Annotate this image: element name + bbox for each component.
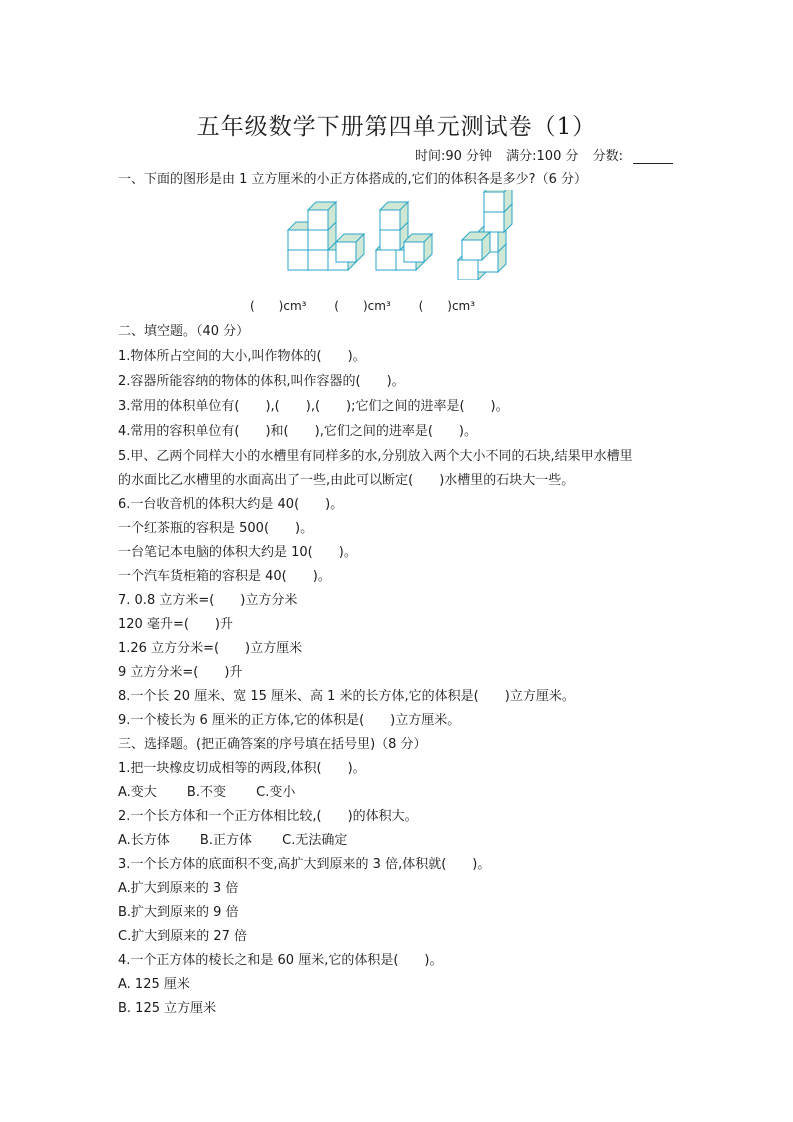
question-line: 一个红茶瓶的容积是 500( )。 xyxy=(118,521,314,536)
question-line: 的水面比乙水槽里的水面高出了一些,由此可以断定( )水槽里的石块大一些。 xyxy=(118,473,575,488)
cube-figure-1 xyxy=(288,202,364,270)
question-line: B. 125 立方厘米 xyxy=(118,1001,217,1016)
question-line: 1.物体所占空间的大小,叫作物体的( )。 xyxy=(118,349,366,364)
score-blank[interactable] xyxy=(633,151,673,164)
question-line: 三、选择题。(把正确答案的序号填在括号里)（8 分） xyxy=(118,737,427,752)
cube-face xyxy=(288,230,308,250)
question-line: 5.甲、乙两个同样大小的水槽里有同样多的水,分别放入两个大小不同的石块,结果甲水槽里 xyxy=(118,449,633,464)
question-line: 2.容器所能容纳的物体的体积,叫作容器的( )。 xyxy=(118,374,405,389)
score-label: 分数: xyxy=(592,149,623,164)
question-line: A.变大 B.不变 C.变小 xyxy=(118,785,296,800)
figure-2-answer[interactable]: ( )cm³ xyxy=(334,299,391,313)
question-line: 4.一个正方体的棱长之和是 60 厘米,它的体积是( )。 xyxy=(118,953,443,968)
cube-face xyxy=(336,242,356,262)
cube-face xyxy=(462,240,482,260)
cube-face xyxy=(376,250,396,270)
cube-face xyxy=(484,192,504,212)
page-title: 五年级数学下册第四单元测试卷（1） xyxy=(196,114,597,140)
figure-1-answer[interactable]: ( )cm³ xyxy=(250,299,307,313)
cube-face xyxy=(380,210,400,230)
question-line: 1.26 立方分米=( )立方厘米 xyxy=(118,641,303,656)
cube-face xyxy=(308,250,328,270)
question-line: A.扩大到原来的 3 倍 xyxy=(118,881,239,896)
exam-meta xyxy=(405,145,673,164)
full-score: 满分:100 分 xyxy=(506,149,579,164)
cube-figures xyxy=(280,190,520,280)
cube-face xyxy=(308,210,328,230)
cube-face xyxy=(484,212,504,232)
question-line: 一台笔记本电脑的体积大约是 10( )。 xyxy=(118,545,357,560)
question-line: 9 立方分米=( )升 xyxy=(118,665,243,680)
question-line: 3.一个长方体的底面积不变,高扩大到原来的 3 倍,体积就( )。 xyxy=(118,857,491,872)
cube-face xyxy=(288,250,308,270)
cube-face xyxy=(458,260,478,280)
cube-figure-2 xyxy=(376,202,432,270)
cube-face xyxy=(380,230,400,250)
question-line: B.扩大到原来的 9 倍 xyxy=(118,905,239,920)
question-line: 8.一个长 20 厘米、宽 15 厘米、高 1 米的长方体,它的体积是( )立方厘米。 xyxy=(118,689,575,704)
question-line: C.扩大到原来的 27 倍 xyxy=(118,929,248,944)
question-line: A.长方体 B.正方体 C.无法确定 xyxy=(118,833,348,848)
question-line: 二、填空题。（40 分） xyxy=(118,324,250,339)
section1-heading: 一、下面的图形是由 1 立方厘米的小正方体搭成的,它们的体积各是多少?（6 分） xyxy=(118,172,587,187)
question-line: 2.一个长方体和一个正方体相比较,( )的体积大。 xyxy=(118,809,418,824)
time-limit: 时间:90 分钟 xyxy=(414,149,492,164)
cube-figure-3 xyxy=(458,190,512,280)
question-line: 120 毫升=( )升 xyxy=(118,617,233,632)
question-line: 9.一个棱长为 6 厘米的正方体,它的体积是( )立方厘米。 xyxy=(118,713,461,728)
figure-answers xyxy=(250,297,499,314)
cube-face xyxy=(404,242,424,262)
question-line: 7. 0.8 立方米=( )立方分米 xyxy=(118,593,298,608)
question-line: 6.一台收音机的体积大约是 40( )。 xyxy=(118,497,344,512)
question-line: 3.常用的体积单位有( ),( ),( );它们之间的进率是( )。 xyxy=(118,399,509,414)
question-line: 1.把一块橡皮切成相等的两段,体积( )。 xyxy=(118,761,366,776)
question-line: 4.常用的容积单位有( )和( ),它们之间的进率是( )。 xyxy=(118,424,477,439)
figure-3-answer[interactable]: ( )cm³ xyxy=(418,299,476,313)
question-line: A. 125 厘米 xyxy=(118,977,190,992)
cube-face xyxy=(308,230,328,250)
question-line: 一个汽车货柜箱的容积是 40( )。 xyxy=(118,569,331,584)
